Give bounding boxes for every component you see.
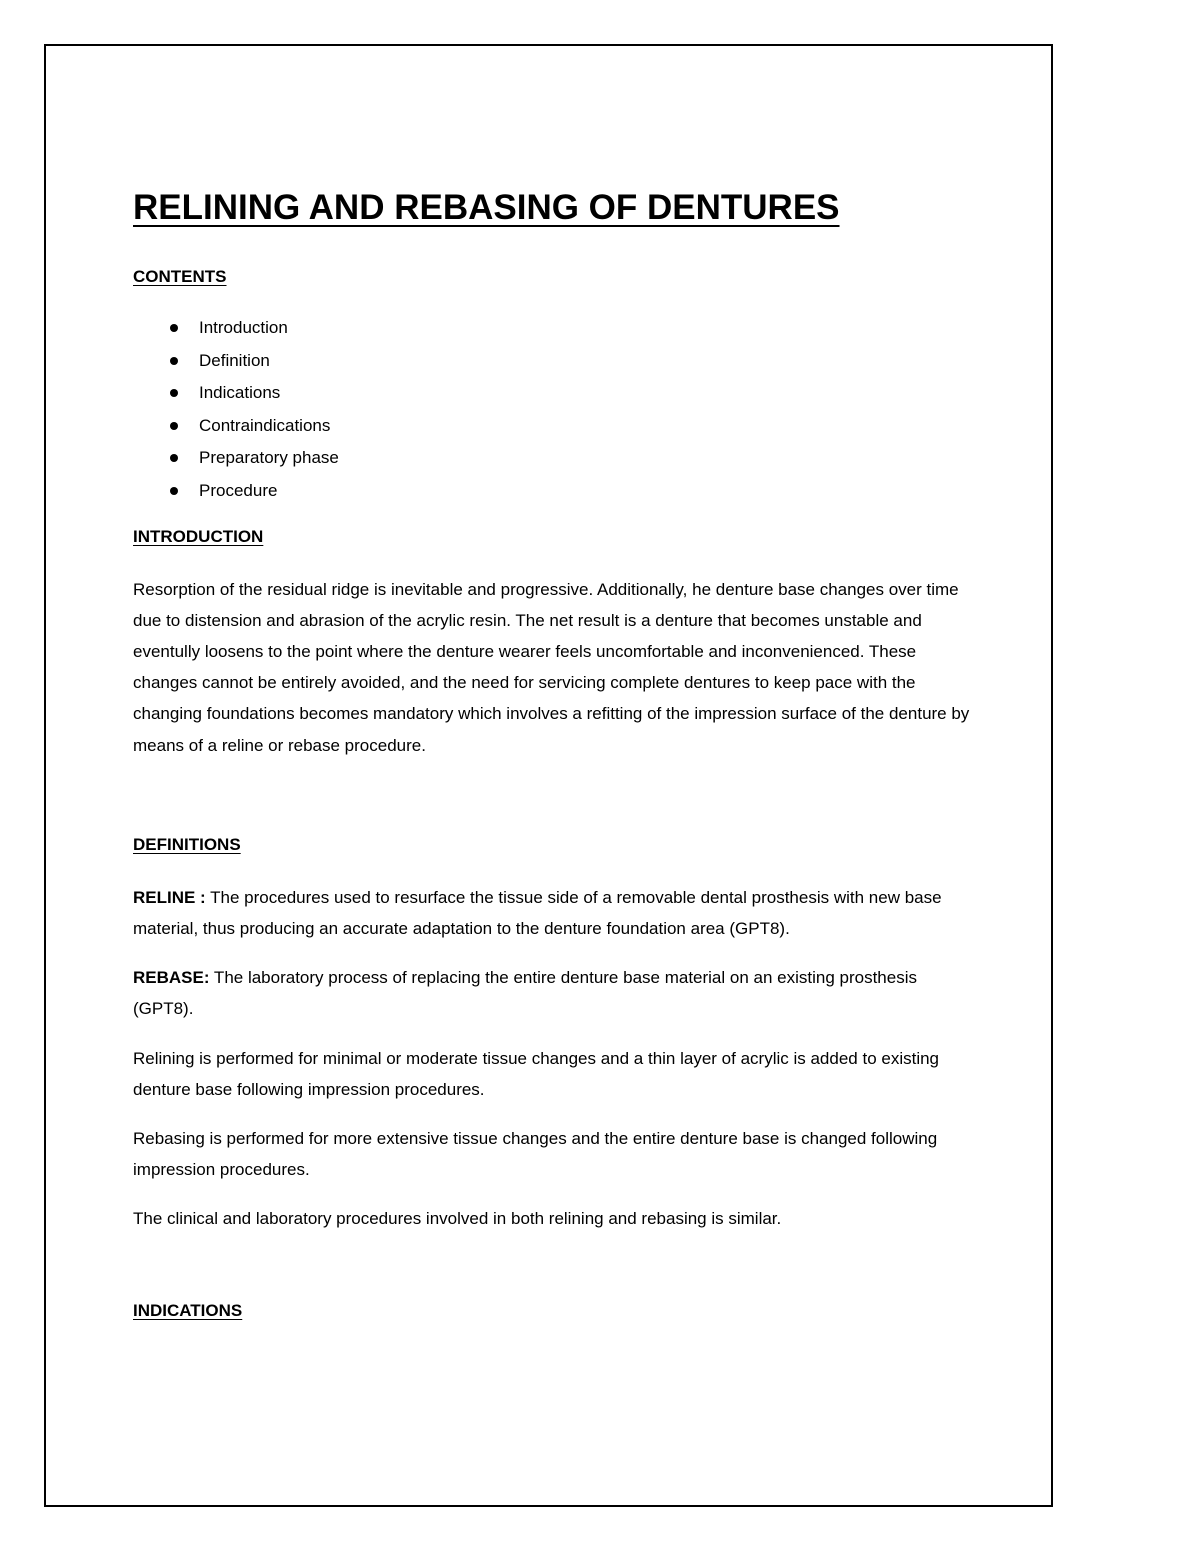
reline-term: RELINE : [133,887,206,907]
document-body [133,180,973,1322]
rebase-definition [133,962,973,1024]
list-item [199,312,973,345]
contents-list [133,312,973,508]
list-item-label: Contraindications [199,415,331,435]
list-item [199,410,973,443]
list-item-label: Introduction [199,318,288,337]
list-item-label: Indications [199,383,281,403]
contents-heading: CONTENTS [133,267,227,286]
bullet-icon [170,389,178,397]
introduction-paragraph: Resorption of the residual ridge is inevitable and progressive. Additionally, he denture base changes over time due to distension and abrasion of the acrylic resin. The net result is a denture that becomes unstable and eventully loosens to the point where the denture wearer feels uncomfortable and inconvenienced. These changes cannot be entirely avoided, and the need for servicing complete dentures to keep pace with the changing foundations becomes mandatory which involves a refitting of the impression surface of the denture by means of a reline or rebase procedure. [133,579,970,755]
bullet-icon [170,422,178,430]
list-item [199,442,973,475]
rebase-text: The laboratory process of replacing the entire denture base material on an existing prosthesis (GPT8). [133,968,917,1019]
list-item [199,475,973,508]
list-item [199,345,973,378]
similarity-note: The clinical and laboratory procedures involved in both relining and rebasing is similar. [133,1209,782,1229]
definitions-heading: DEFINITIONS [133,834,241,854]
rebasing-note: Rebasing is performed for more extensive tissue changes and the entire denture base is changed following impression procedures. [133,1129,938,1180]
bullet-icon [170,324,178,332]
list-item-label: Preparatory phase [199,448,339,468]
reline-text: The procedures used to resurface the tissue side of a removable dental prosthesis with new base material, thus producing an accurate adaptation to the denture foundation area (GPT8). [133,887,942,938]
bullet-icon [170,357,178,365]
reline-definition [133,882,973,944]
bullet-icon [170,487,178,495]
rebase-term: REBASE: [133,968,210,988]
indications-heading: INDICATIONS [133,1300,243,1320]
document-title: RELINING AND REBASING OF DENTURES [133,188,840,227]
list-item-label: Procedure [199,480,278,500]
list-item-label: Definition [199,350,270,370]
relining-note: Relining is performed for minimal or moderate tissue changes and a thin layer of acrylic is added to existing denture base following impression procedures. [133,1048,940,1099]
bullet-icon [170,454,178,462]
list-item [199,377,973,410]
introduction-heading: INTRODUCTION [133,526,264,546]
